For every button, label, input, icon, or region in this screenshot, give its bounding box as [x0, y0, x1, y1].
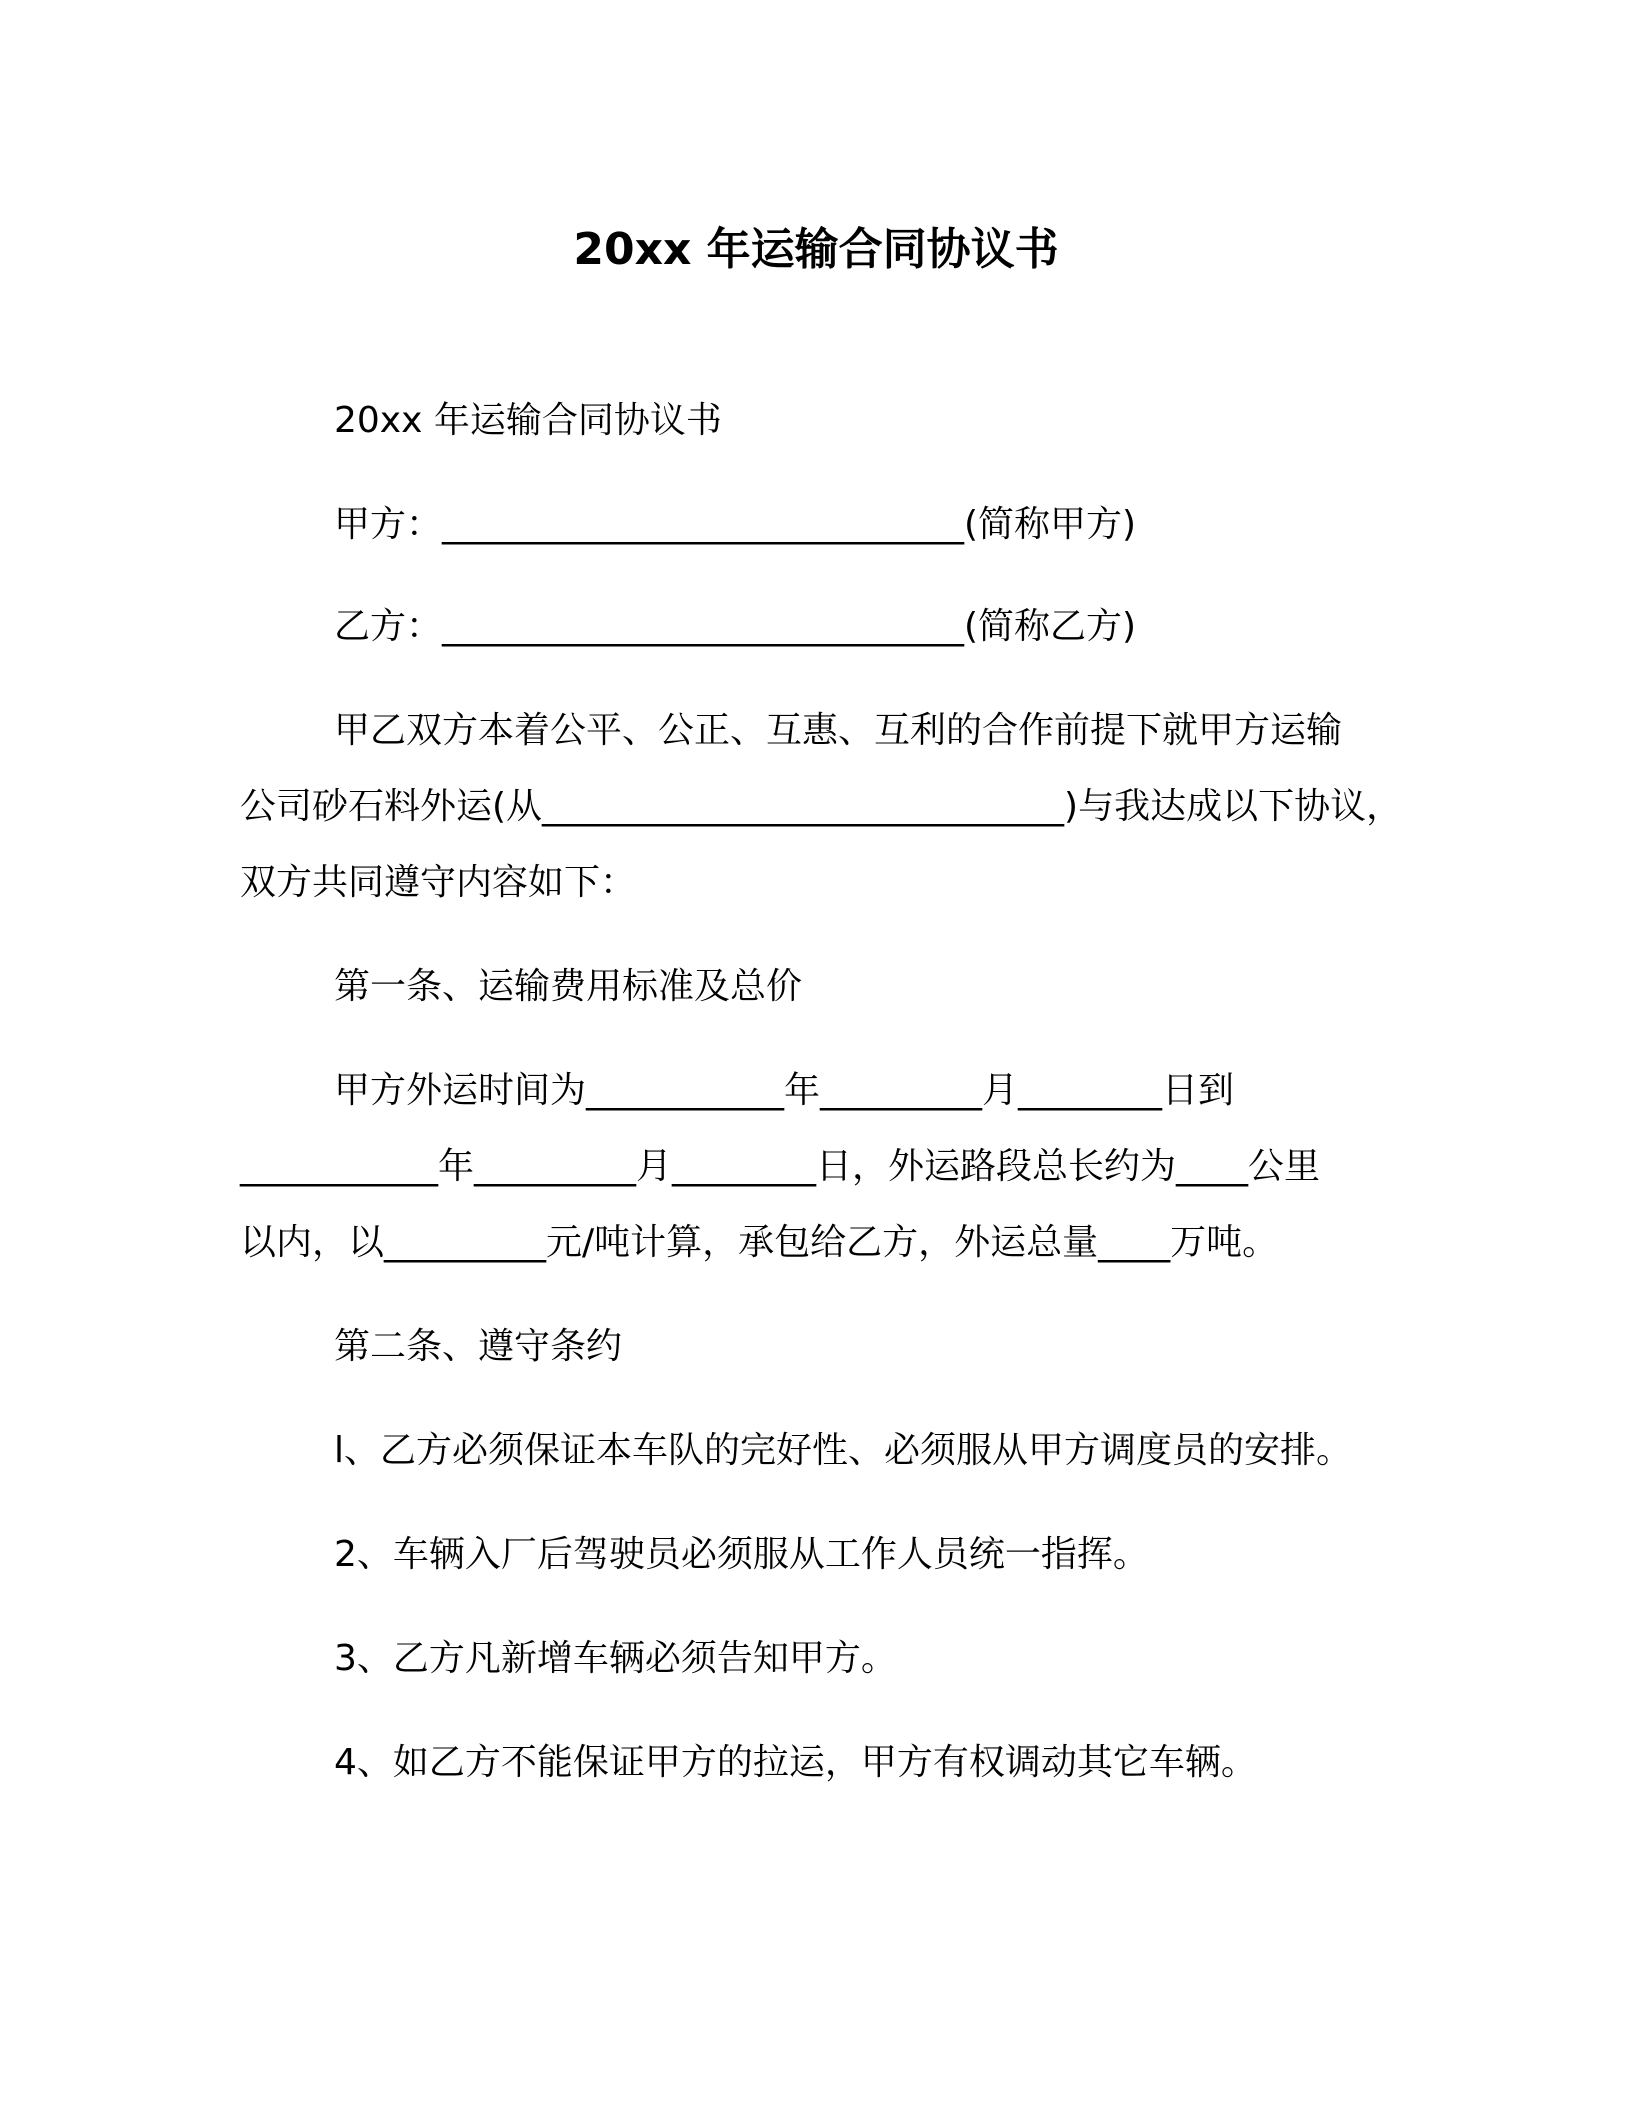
article-1-line-2: ___________年_________月________日，外运路段总长约为____公里: [240, 1146, 1321, 1187]
intro-paragraph-line-3: 双方共同遵守内容如下：: [240, 862, 637, 903]
intro-paragraph-line-1: 甲乙双方本着公平、公正、互惠、互利的合作前提下就甲方运输: [334, 710, 1343, 751]
document-title: 20xx 年运输合同协议书: [573, 224, 1059, 275]
article-2-item-1: l、乙方必须保证本车队的完好性、必须服从甲方调度员的安排。: [334, 1430, 1353, 1471]
intro-paragraph-line-2: 公司砂石料外运(从_____________________________)与我达成以下协议，: [240, 786, 1403, 827]
article-2-heading: 第二条、遵守条约: [334, 1326, 623, 1367]
article-1-line-1: 甲方外运时间为___________年_________月________日到: [334, 1070, 1235, 1111]
party-b-line: 乙方：_____________________________(简称乙方): [334, 606, 1137, 647]
article-2-item-2: 2、车辆入厂后驾驶员必须服从工作人员统一指挥。: [334, 1534, 1149, 1575]
subtitle-line: 20xx 年运输合同协议书: [334, 400, 722, 441]
article-1-line-3: 以内，以_________元/吨计算，承包给乙方，外运总量____万吨。: [240, 1222, 1279, 1263]
article-1-heading: 第一条、运输费用标准及总价: [334, 966, 803, 1007]
party-a-line: 甲方：_____________________________(简称甲方): [334, 504, 1137, 545]
article-2-item-3: 3、乙方凡新增车辆必须告知甲方。: [334, 1638, 897, 1679]
article-2-item-4: 4、如乙方不能保证甲方的拉运，甲方有权调动其它车辆。: [334, 1742, 1257, 1783]
